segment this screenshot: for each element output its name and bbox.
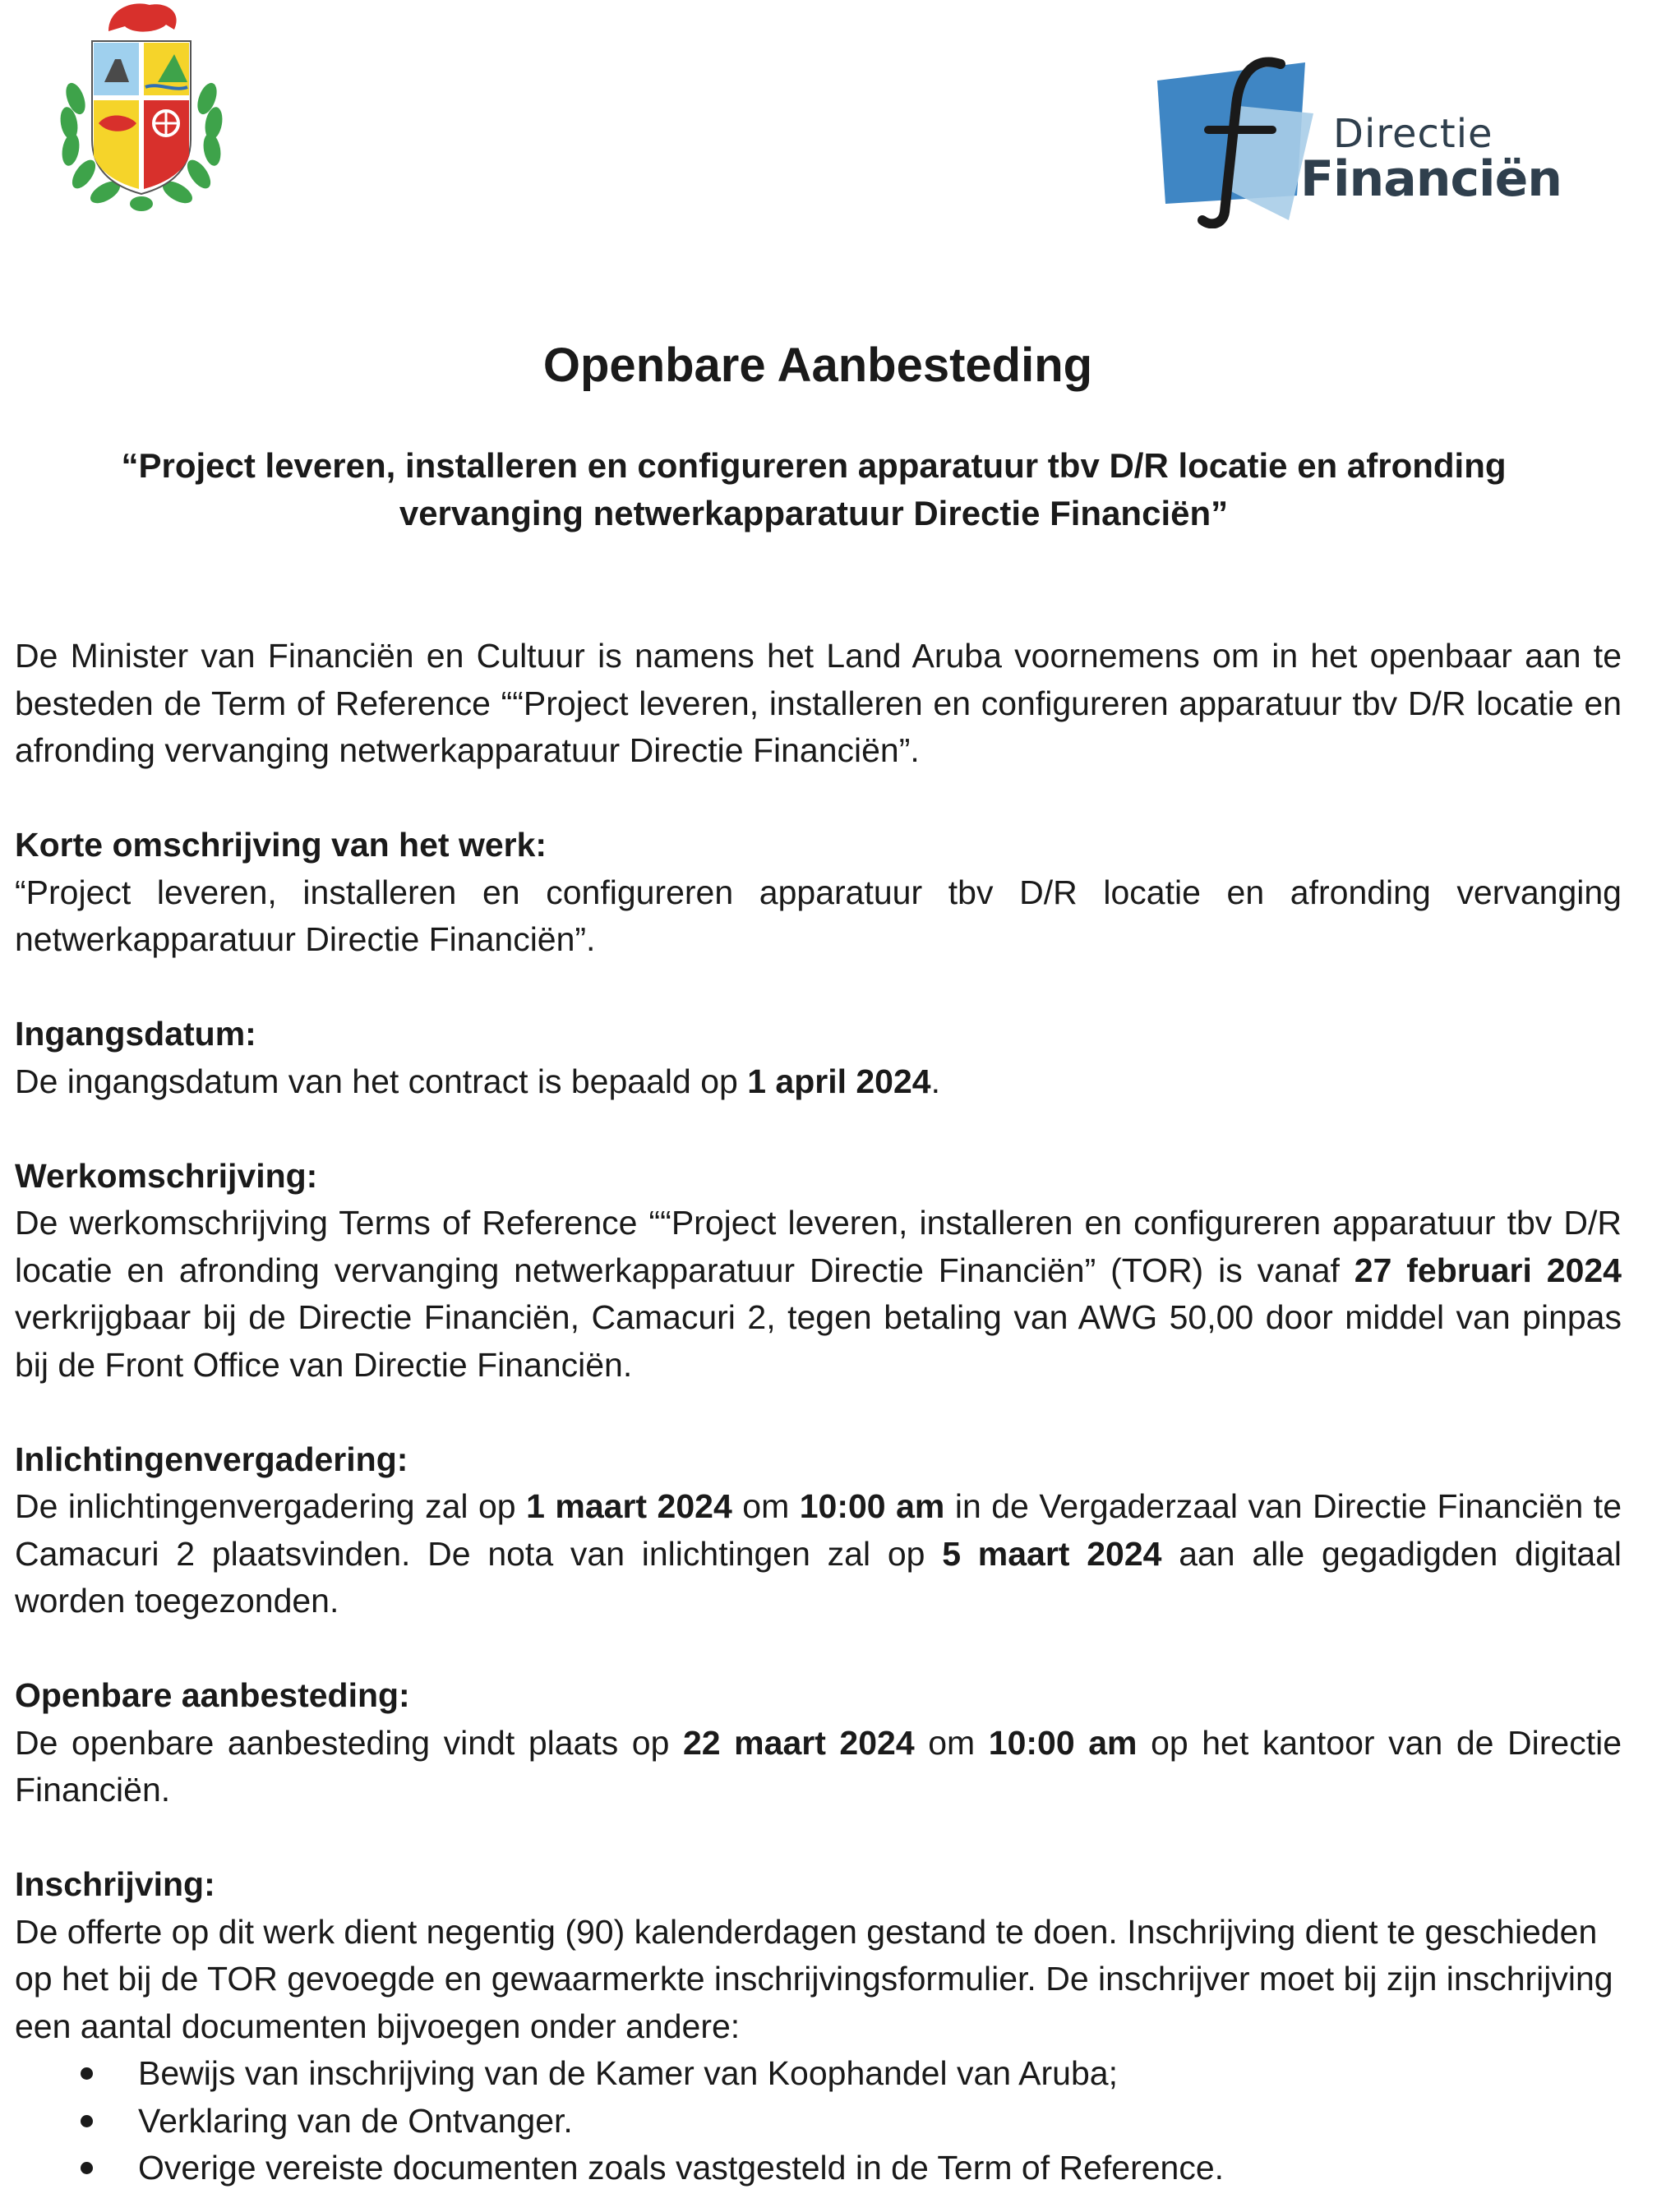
section-korte bbox=[15, 822, 1622, 964]
section-heading: Inlichtingenvergadering: bbox=[15, 1440, 408, 1478]
bullet-icon bbox=[81, 2067, 93, 2080]
section-heading: Openbare aanbesteding: bbox=[15, 1676, 410, 1714]
tender-time: 10:00 am bbox=[988, 1723, 1138, 1762]
meeting-date: 1 maart 2024 bbox=[526, 1487, 732, 1525]
logo-line2: Financiën bbox=[1300, 150, 1562, 208]
document-body bbox=[15, 633, 1622, 2192]
section-werkomschrijving: Werkomschrijving: De werkomschrijving Terms of Reference ““Project leveren, installeren en configureren apparatuur tbv D/R locatie en afronding vervanging netwerkapparatuur Directie Financiën” (TOR) is vanaf 27 februari 2024 verkrijgbaar bij de Directie Financiën, Camacuri 2, tegen betaling van AWG 50,00 door middel van pinpas bij de Front Office van Directie Financiën. bbox=[15, 1153, 1622, 1389]
list-item: Bewijs van inschrijving van de Kamer van Koophandel van Aruba; bbox=[15, 2050, 1622, 2098]
meeting-time: 10:00 am bbox=[799, 1487, 945, 1525]
section-heading: Ingangsdatum: bbox=[15, 1015, 256, 1053]
section-openbare-aanbesteding: Openbare aanbesteding: De openbare aanbesteding vindt plaats op 22 maart 2024 om 10:00 am op het kantoor van de Directie Financiën. bbox=[15, 1672, 1622, 1814]
logo-line1: Directie bbox=[1333, 111, 1493, 157]
section-heading: Werkomschrijving: bbox=[15, 1156, 318, 1195]
section-text: De offerte op dit werk dient negentig (90) kalenderdagen gestand te doen. Inschrijving dient te geschieden op het bij de TOR gevoegde en gewaarmerkte inschrijvingsformulier. De inschrijver moet bij zijn inschrijving een aantal documenten bijvoegen onder andere: bbox=[15, 1912, 1613, 2045]
intro-paragraph: De Minister van Financiën en Cultuur is namens het Land Aruba voornemens om in het openbaar aan te besteden de Term of Reference ““Project leveren, installeren en configureren apparatuur tbv D/R locatie en afronding vervanging netwerkapparatuur Directie Financiën”. bbox=[15, 637, 1622, 769]
section-text: “Project leveren, installeren en configureren apparatuur tbv D/R locatie en afronding vervanging netwerkapparatuur Directie Financiën”. bbox=[15, 873, 1622, 958]
page-subtitle: “Project leveren, installeren en configureren apparatuur tbv D/R locatie en afronding vervanging netwerkapparatuur Directie Financiën” bbox=[121, 446, 1507, 532]
start-date: 1 april 2024 bbox=[747, 1062, 931, 1100]
section-inschrijving bbox=[15, 1861, 1622, 2050]
bullet-icon bbox=[81, 2162, 93, 2174]
list-item: Verklaring van de Ontvanger. bbox=[15, 2098, 1622, 2145]
aruba-coat-of-arms-icon bbox=[51, 0, 232, 215]
required-documents-list bbox=[15, 2050, 1622, 2192]
nota-date: 5 maart 2024 bbox=[942, 1534, 1162, 1573]
bullet-icon bbox=[81, 2115, 93, 2127]
tender-date: 22 maart 2024 bbox=[683, 1723, 915, 1762]
list-item: Overige vereiste documenten zoals vastgesteld in de Term of Reference. bbox=[15, 2145, 1622, 2192]
section-heading: Inschrijving: bbox=[15, 1865, 215, 1903]
section-inlichtingenvergadering: Inlichtingenvergadering: De inlichtingenvergadering zal op 1 maart 2024 om 10:00 am in de Vergaderzaal van Directie Financiën te Camacuri 2 plaatsvinden. De nota van inlichtingen zal op 5 maart 2024 aan alle gegadigden digitaal worden toegezonden. bbox=[15, 1436, 1622, 1625]
available-date: 27 februari 2024 bbox=[1354, 1251, 1622, 1289]
directie-financien-wordmark bbox=[1300, 111, 1562, 208]
section-ingangsdatum: Ingangsdatum: De ingangsdatum van het contract is bepaald op 1 april 2024. bbox=[15, 1011, 1622, 1105]
section-heading: Korte omschrijving van het werk: bbox=[15, 826, 547, 864]
page-title: Openbare Aanbesteding bbox=[542, 339, 1093, 392]
